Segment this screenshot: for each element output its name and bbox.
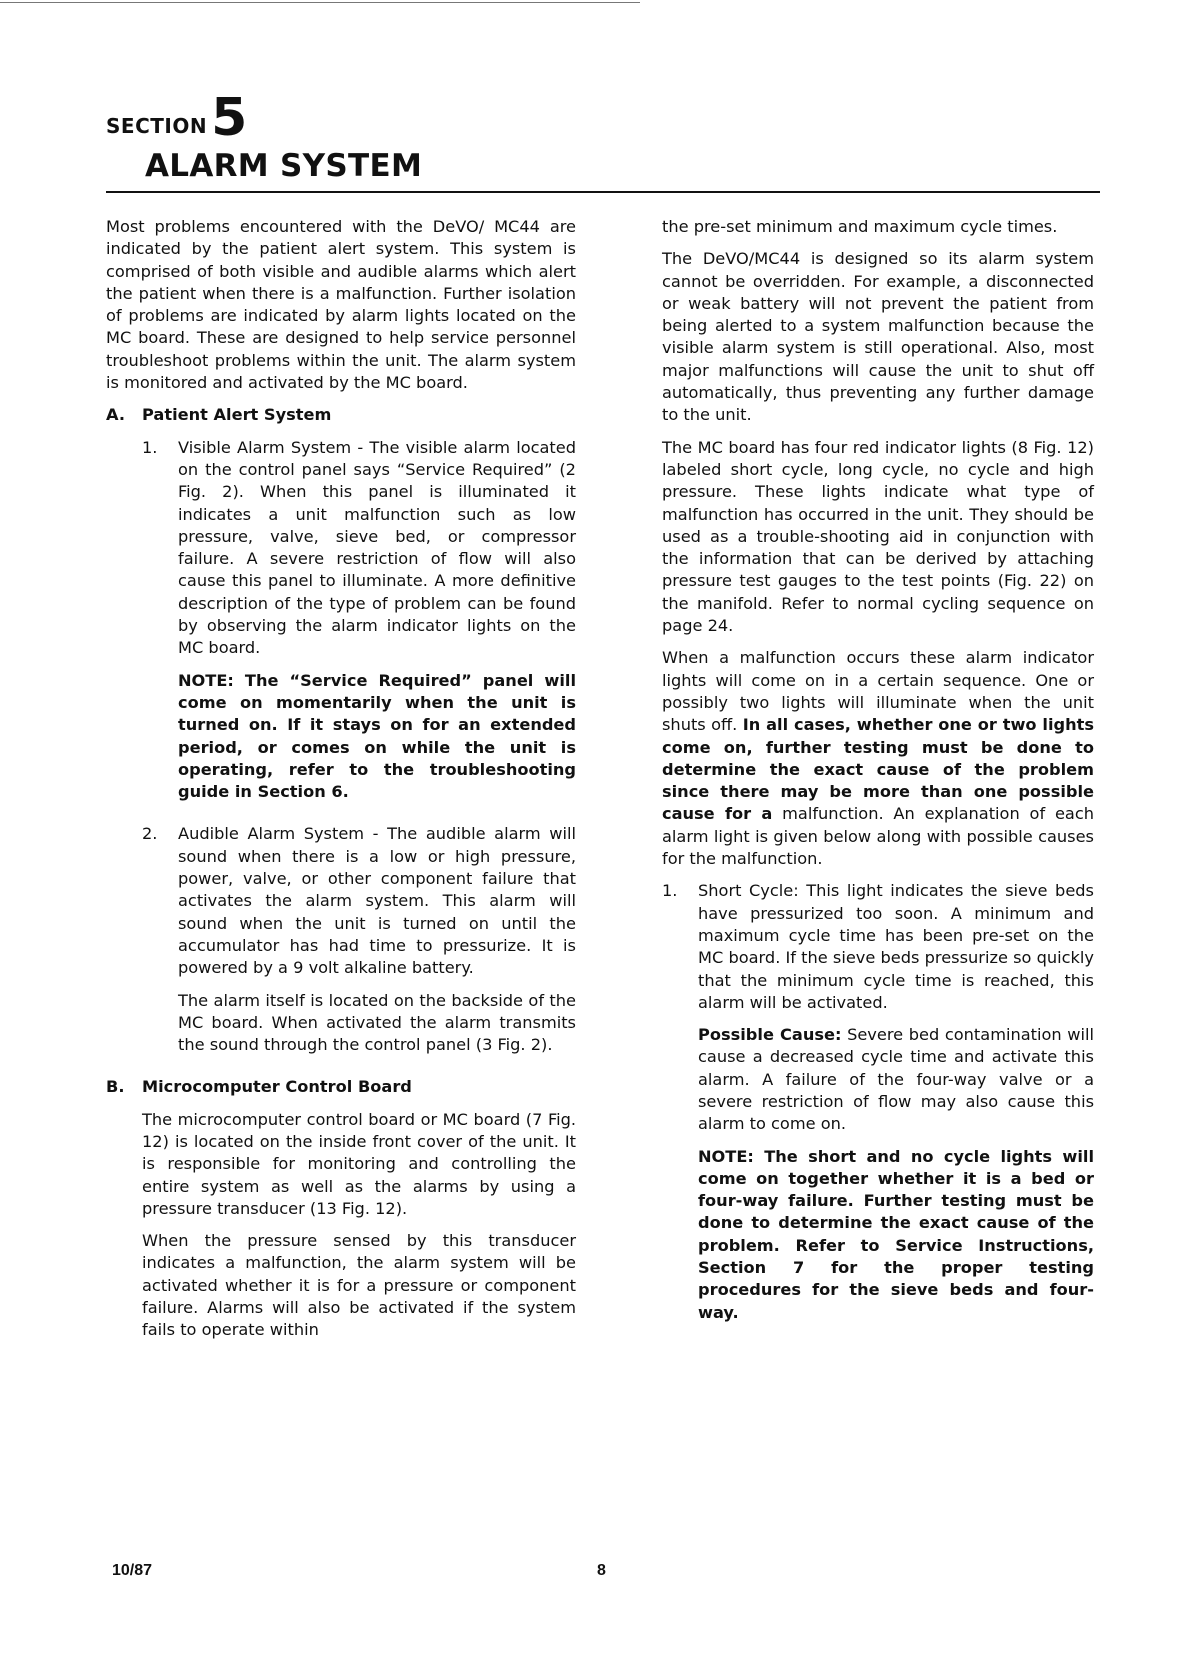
section-word: SECTION [106, 114, 208, 138]
list-item [142, 823, 576, 1066]
audible-alarm-text: Audible Alarm System - The audible alarm will sound when there is a low or high pressure, power, valve, or other component failure that activates the alarm system. This alarm will sound when the unit is turned on until the accumulator has had time to pressurize. It is powered by a 9 volt alkaline battery. [178, 824, 576, 978]
left-column [106, 216, 576, 1352]
possible-cause-paragraph [698, 1024, 1094, 1135]
page-number: 8 [597, 1562, 606, 1579]
mc-board-paragraph: The microcomputer control board or MC board (7 Fig. 12) is located on the inside front cover of the unit. It is responsible for monitoring and controlling the entire system as well as the alarms by using a pressure transducer (13 Fig. 12). [142, 1109, 576, 1218]
page-title: ALARM SYSTEM [145, 148, 423, 184]
footer-date: 10/87 [112, 1562, 153, 1579]
section-a-title: Patient Alert System [142, 405, 332, 425]
sequence-paragraph [662, 647, 1094, 870]
indicator-lights-paragraph: The MC board has four red indicator lights (8 Fig. 12) labeled short cycle, long cycle, no cycle and high pressure. These lights indicate what type of malfunction has occurred in the unit. They should be used as a trouble-shooting aid in conjunction with the information that can be derived by attaching pressure test gauges to the test points (Fig. 22) on the manifold. Refer to normal cycling sequence on page 24. [662, 437, 1094, 636]
intro-paragraph: Most problems encountered with the DeVO/ MC44 are indicated by the patient alert system. This system is comprised of both visible and audible alarms which alert the patient when there is a malfunction. Further isolation of problems are indicated by alarm lights located on the MC board. These are designed to help service personnel troubleshoot problems within the unit. The alarm system is monitored and activated by the MC board. [106, 217, 576, 393]
header-divider [106, 191, 1100, 193]
list-item-number: 2. [142, 824, 158, 844]
override-paragraph: The DeVO/MC44 is designed so its alarm system cannot be overridden. For example, a disconnected or weak battery will not prevent the patient from being alerted to a system malfunction because the visible alarm system is still operational. Also, most major malfunctions will cause the unit to shut off automatically, thus preventing any further damage to the unit. [662, 249, 1094, 425]
list-item-number: 1. [662, 881, 678, 901]
list-item-number: 1. [142, 437, 158, 457]
section-a-list [142, 437, 576, 1067]
section-number: 5 [211, 88, 248, 148]
section-b-body [142, 1109, 576, 1342]
section-a-letter: A. [106, 405, 125, 425]
section-label [106, 84, 1086, 148]
list-item [662, 880, 1094, 1334]
section-b-letter: B. [106, 1077, 125, 1097]
continuation-paragraph: the pre-set minimum and maximum cycle times. [662, 217, 1058, 236]
possible-cause-text: Severe bed contamination will cause a decreased cycle time and activate this alarm. A failure of the four-way valve or a severe restriction of flow may also cause this alarm to come on. [698, 1025, 1095, 1134]
section-b-heading [106, 1076, 576, 1098]
sequence-text-start: When a malfunction occurs these alarm indicator lights will come on in a certain sequence. One or possibly two lights will illuminate when the unit shuts off. [662, 648, 1094, 735]
visible-alarm-text: Visible Alarm System - The visible alarm located on the control panel says “Service Required” (2 Fig. 2). When this panel is illuminated it indicates a unit malfunction such as low pressure, valve, sieve bed, or compressor failure. A severe restriction of flow will also cause this panel to illuminate. A more definitive description of the type of problem can be found by observing the alarm indicator lights on the MC board. [178, 437, 576, 658]
list-item [142, 437, 576, 814]
right-column [662, 216, 1094, 1344]
page-header [106, 84, 1086, 184]
sequence-text-emphasis: In all cases, whether one or two lights come on, further testing must be done to determine the exact cause of the problem since there may be more than one possible cause for a [662, 715, 1094, 824]
audible-alarm-location-text: The alarm itself is located on the backside of the MC board. When activated the alarm transmits the sound through the control panel (3 Fig. 2). [178, 990, 576, 1055]
short-cycle-note: NOTE: The short and no cycle lights will come on together whether it is a bed or four-way failure. Further testing must be done to determine the exact cause of the problem. Refer to Service Instructions, Section 7 for the proper testing procedures for the sieve beds and four-way. [698, 1146, 1094, 1322]
sequence-text-end: malfunction. An explanation of each alarm light is given below along with possible causes for the malfunction. [662, 804, 1094, 869]
short-cycle-text: Short Cycle: This light indicates the sieve beds have pressurized too soon. A minimum and maximum cycle time has been pre-set on the MC board. If the sieve beds pressurize so quickly that the minimum cycle time is reached, this alarm will be activated. [698, 881, 1094, 1012]
transducer-paragraph: When the pressure sensed by this transducer indicates a malfunction, the alarm system will be activated whether it is for a pressure or component failure. Alarms will also be activated if the system fails to operate within [142, 1231, 576, 1340]
section-a-heading [106, 404, 576, 426]
scan-artifact-line [0, 2, 640, 3]
service-required-note: NOTE: The “Service Required” panel will come on momentarily when the unit is turned on. If it stays on for an extended period, or comes on while the unit is operating, refer to the troubleshooting guide in Section 6. [178, 670, 576, 802]
section-b-title: Microcomputer Control Board [142, 1077, 412, 1097]
possible-cause-label: Possible Cause: [698, 1025, 842, 1045]
